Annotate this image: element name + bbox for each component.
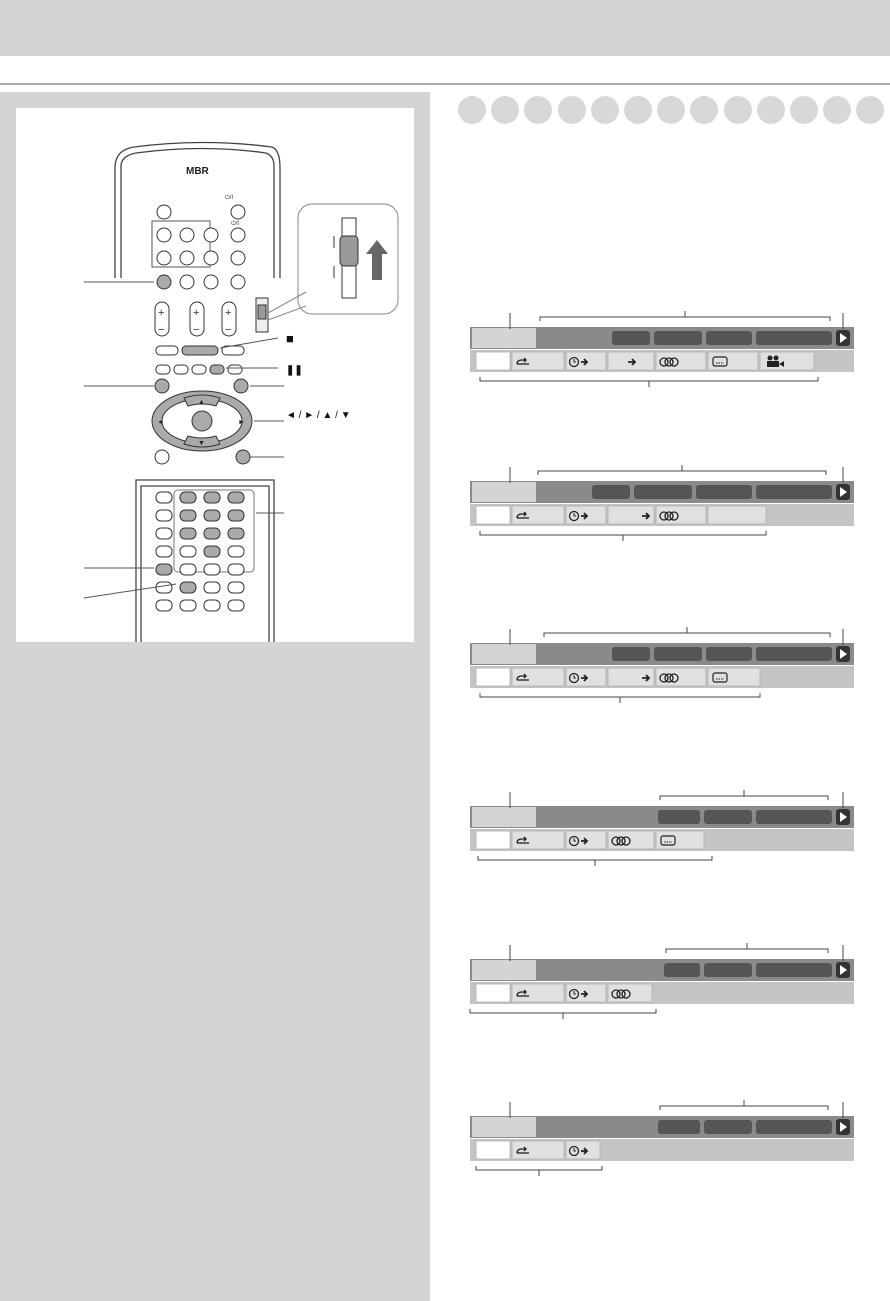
osd-info-pill (658, 1120, 700, 1134)
osd-field (708, 506, 766, 524)
svg-text:+: + (158, 307, 165, 319)
brand-logo: MBR (186, 166, 209, 177)
osd-field (512, 506, 564, 524)
osd-field (656, 831, 704, 849)
osd-info-pill (654, 647, 702, 661)
osd-field (512, 352, 564, 370)
osd-field (656, 506, 706, 524)
osd-field (656, 668, 706, 686)
power-label: ⏻/I (225, 195, 234, 201)
osd-title-field (472, 807, 536, 827)
osd-info-pill (756, 963, 832, 977)
osd-info-pill (706, 331, 752, 345)
svg-text:−: − (193, 324, 200, 336)
svg-text:►: ► (238, 419, 245, 426)
stop-key-label: ■ (286, 331, 294, 346)
osd-info-pill (612, 331, 650, 345)
osd-info-pill (756, 1120, 832, 1134)
osd-info-pill (612, 647, 650, 661)
osd-info-pill (658, 810, 700, 824)
osd-title-field (472, 644, 536, 664)
svg-text:⏻/I: ⏻/I (231, 221, 240, 227)
bracket-top (660, 796, 828, 800)
osd-info-pill (706, 647, 752, 661)
osd-field (512, 984, 564, 1002)
osd-field (476, 984, 510, 1002)
bracket-top (538, 471, 826, 475)
osd-field (708, 668, 760, 686)
osd-info-pill (704, 1120, 752, 1134)
bracket-bottom (470, 1009, 656, 1013)
osd-info-pill (704, 963, 752, 977)
svg-text:−: − (225, 324, 232, 336)
osd-field (566, 1141, 600, 1159)
bracket-bottom (480, 377, 818, 381)
bracket-top (666, 949, 828, 953)
osd-field (512, 668, 564, 686)
osd-field (476, 668, 510, 686)
osd-title-field (472, 328, 536, 348)
svg-text:▲: ▲ (198, 399, 205, 406)
bracket-bottom (480, 693, 760, 697)
osd-info-pill (756, 331, 832, 345)
bracket-top (544, 633, 830, 637)
osd-title-field (472, 1117, 536, 1137)
osd-field (512, 831, 564, 849)
osd-info-pill (756, 647, 832, 661)
osd-info-pill (756, 485, 832, 499)
osd-field (708, 352, 758, 370)
osd-info-pill (704, 810, 752, 824)
svg-text:▼: ▼ (198, 440, 205, 447)
bracket-bottom (478, 856, 712, 860)
osd-field (608, 831, 654, 849)
osd-title-field (472, 482, 536, 502)
osd-title-field (472, 960, 536, 980)
bracket-bottom (476, 1166, 602, 1170)
osd-field (608, 352, 654, 370)
svg-text:+: + (193, 307, 200, 319)
osd-field (476, 1141, 510, 1159)
bracket-top (540, 317, 830, 321)
osd-field (512, 1141, 564, 1159)
svg-text:−: − (158, 324, 165, 336)
bracket-bottom (480, 531, 766, 535)
osd-info-pill (634, 485, 692, 499)
osd-info-pill (664, 963, 700, 977)
svg-text:+: + (225, 307, 232, 319)
bracket-top (660, 1106, 828, 1110)
osd-field (476, 506, 510, 524)
cursor-keys-label: ◄ / ► / ▲ / ▼ (286, 410, 351, 421)
osd-field (476, 831, 510, 849)
osd-info-pill (592, 485, 630, 499)
svg-text:◄: ◄ (157, 419, 164, 426)
osd-info-pill (756, 810, 832, 824)
osd-field (476, 352, 510, 370)
pause-key-label: ❚❚ (286, 365, 303, 376)
osd-info-pill (654, 331, 702, 345)
osd-info-pill (696, 485, 752, 499)
osd-field (656, 352, 706, 370)
